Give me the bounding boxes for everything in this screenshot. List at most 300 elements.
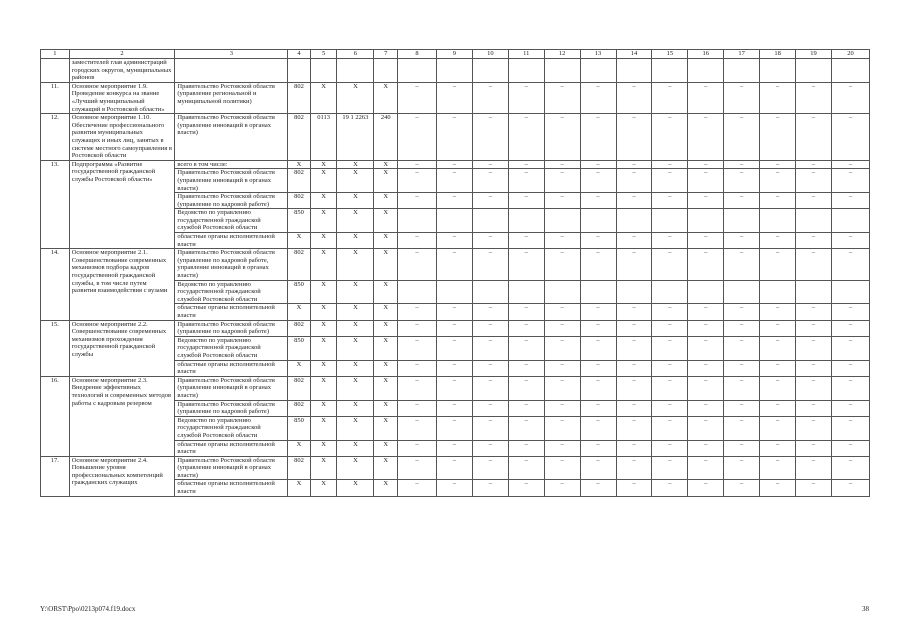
code-csr: X (337, 456, 374, 480)
table-cell (831, 59, 869, 83)
executor-cell: Правительство Ростовской области (управление по кадровой работе, управление инноваций в органах власти) (175, 249, 288, 280)
code-rzpr: X (310, 304, 337, 320)
value-cell: – (436, 400, 472, 416)
code-rzpr: X (310, 480, 337, 496)
value-cell: – (397, 456, 436, 480)
code-csr: X (337, 169, 374, 193)
code-rzpr: X (310, 400, 337, 416)
table-row (41, 376, 870, 400)
header-cell: 5 (310, 50, 337, 59)
value-cell: – (544, 233, 580, 249)
value-cell: – (397, 360, 436, 376)
value-cell: – (472, 456, 508, 480)
value-cell: – (760, 233, 796, 249)
value-cell: – (580, 336, 616, 360)
executor-cell: областные органы исполнительной власти (175, 360, 288, 376)
executor-cell: Правительство Ростовской области (управление инноваций в органах власти) (175, 456, 288, 480)
code-vr: X (374, 360, 398, 376)
code-rzpr: X (310, 280, 337, 304)
value-cell: – (616, 320, 652, 336)
activity-name: Основное мероприятие 1.10. Обеспечение профессионального развития муниципальных служащих и иных лиц, занятых в системе местного самоуправления в Ростовской области (69, 114, 175, 161)
code-grbs: 850 (288, 336, 311, 360)
value-cell: – (724, 416, 760, 440)
value-cell: – (508, 249, 544, 280)
code-csr: X (337, 193, 374, 209)
value-cell: – (724, 480, 760, 496)
code-grbs: 802 (288, 376, 311, 400)
value-cell: – (652, 400, 688, 416)
value-cell: – (688, 114, 724, 161)
value-cell (688, 209, 724, 233)
code-grbs: 802 (288, 249, 311, 280)
value-cell: – (724, 336, 760, 360)
value-cell: – (760, 400, 796, 416)
value-cell: – (472, 114, 508, 161)
continuation-row (41, 59, 870, 83)
value-cell: – (508, 416, 544, 440)
table-cell (310, 59, 337, 83)
table-row (41, 456, 870, 480)
value-cell: – (544, 249, 580, 280)
value-cell: – (580, 376, 616, 400)
value-cell (472, 280, 508, 304)
value-cell: – (580, 400, 616, 416)
executor-cell: Правительство Ростовской области (управление по кадровой работе) (175, 400, 288, 416)
value-cell: – (397, 114, 436, 161)
value-cell (724, 209, 760, 233)
row-number: 11. (41, 82, 70, 113)
value-cell (652, 209, 688, 233)
value-cell: – (616, 169, 652, 193)
value-cell: – (472, 360, 508, 376)
value-cell: – (436, 249, 472, 280)
value-cell: – (436, 376, 472, 400)
value-cell: – (652, 416, 688, 440)
value-cell: – (544, 416, 580, 440)
code-rzpr: X (310, 320, 337, 336)
header-cell: 6 (337, 50, 374, 59)
code-grbs: X (288, 233, 311, 249)
value-cell (436, 209, 472, 233)
value-cell: – (831, 233, 869, 249)
value-cell: – (616, 336, 652, 360)
value-cell: – (580, 360, 616, 376)
value-cell: – (580, 114, 616, 161)
value-cell: – (652, 336, 688, 360)
value-cell: – (508, 376, 544, 400)
value-cell: – (508, 440, 544, 456)
value-cell: – (760, 169, 796, 193)
code-grbs: X (288, 160, 311, 169)
code-grbs: 802 (288, 114, 311, 161)
code-csr: X (337, 360, 374, 376)
header-cell: 13 (580, 50, 616, 59)
value-cell: – (397, 160, 436, 169)
code-vr: X (374, 440, 398, 456)
value-cell: – (616, 480, 652, 496)
code-grbs: X (288, 480, 311, 496)
value-cell (508, 280, 544, 304)
table-row (41, 82, 870, 113)
value-cell: – (724, 440, 760, 456)
value-cell: – (616, 304, 652, 320)
code-grbs: 802 (288, 82, 311, 113)
code-vr: X (374, 209, 398, 233)
value-cell: – (831, 400, 869, 416)
header-cell: 9 (436, 50, 472, 59)
value-cell: – (796, 480, 832, 496)
value-cell: – (831, 376, 869, 400)
value-cell: – (796, 114, 832, 161)
executor-cell: Ведомство по управлению государственной гражданской службой Ростовской области (175, 280, 288, 304)
table-row (41, 114, 870, 161)
executor-cell: Правительство Ростовской области (управление по кадровой работе) (175, 320, 288, 336)
table-cell (397, 59, 436, 83)
header-cell: 17 (724, 50, 760, 59)
value-cell: – (724, 456, 760, 480)
value-cell: – (580, 480, 616, 496)
value-cell (580, 209, 616, 233)
code-vr: X (374, 456, 398, 480)
executor-cell: Правительство Ростовской области (управление инноваций в органах власти) (175, 169, 288, 193)
value-cell: – (544, 440, 580, 456)
value-cell: – (616, 114, 652, 161)
footer-file-path: Y:\ORST\Ppo\0213p074.f19.docx (40, 605, 136, 613)
value-cell: – (544, 336, 580, 360)
value-cell: – (652, 456, 688, 480)
value-cell: – (688, 400, 724, 416)
value-cell: – (724, 320, 760, 336)
value-cell (760, 209, 796, 233)
value-cell (436, 280, 472, 304)
value-cell (472, 209, 508, 233)
value-cell: – (397, 304, 436, 320)
code-vr: X (374, 336, 398, 360)
value-cell: – (544, 400, 580, 416)
value-cell: – (688, 304, 724, 320)
value-cell: – (397, 320, 436, 336)
code-vr: X (374, 82, 398, 113)
code-csr: X (337, 400, 374, 416)
value-cell: – (796, 320, 832, 336)
value-cell: – (436, 320, 472, 336)
activity-name: Подпрограмма «Развитие государственной гражданской службы Ростовской области» (69, 160, 175, 249)
value-cell (831, 280, 869, 304)
code-rzpr: X (310, 416, 337, 440)
value-cell: – (688, 249, 724, 280)
value-cell: – (796, 304, 832, 320)
value-cell: – (831, 82, 869, 113)
value-cell: – (688, 82, 724, 113)
header-cell: 15 (652, 50, 688, 59)
value-cell (397, 280, 436, 304)
value-cell: – (472, 160, 508, 169)
executor-cell: Ведомство по управлению государственной гражданской службой Ростовской области (175, 209, 288, 233)
code-grbs: 850 (288, 280, 311, 304)
value-cell: – (436, 304, 472, 320)
value-cell: – (436, 416, 472, 440)
value-cell: – (436, 336, 472, 360)
executor-cell: областные органы исполнительной власти (175, 440, 288, 456)
code-vr: X (374, 376, 398, 400)
executor-cell: Правительство Ростовской области (управление инноваций в органах власти) (175, 114, 288, 161)
header-cell: 1 (41, 50, 70, 59)
table-cell (796, 59, 832, 83)
value-cell (580, 280, 616, 304)
code-csr: X (337, 233, 374, 249)
value-cell: – (724, 360, 760, 376)
code-rzpr: X (310, 456, 337, 480)
name-cell: заместителей глав администраций городских округов, муниципальных районов (69, 59, 175, 83)
value-cell (724, 280, 760, 304)
value-cell: – (544, 480, 580, 496)
value-cell: – (472, 480, 508, 496)
value-cell: – (688, 416, 724, 440)
row-number: 13. (41, 160, 70, 249)
value-cell: – (796, 249, 832, 280)
table-cell (652, 59, 688, 83)
activity-name: Основное мероприятие 1.9. Проведение конкурса на звание «Лучший муниципальный служащий в Ростовской области» (69, 82, 175, 113)
value-cell: – (397, 169, 436, 193)
value-cell: – (472, 193, 508, 209)
value-cell: – (760, 376, 796, 400)
value-cell: – (831, 169, 869, 193)
value-cell: – (652, 193, 688, 209)
value-cell: – (508, 160, 544, 169)
value-cell: – (397, 82, 436, 113)
value-cell: – (688, 480, 724, 496)
value-cell: – (397, 233, 436, 249)
value-cell: – (508, 360, 544, 376)
value-cell: – (652, 233, 688, 249)
code-rzpr: X (310, 169, 337, 193)
table-cell (688, 59, 724, 83)
code-csr: X (337, 480, 374, 496)
value-cell: – (508, 193, 544, 209)
value-cell: – (472, 304, 508, 320)
value-cell (397, 209, 436, 233)
table-row (41, 160, 870, 169)
code-rzpr: X (310, 336, 337, 360)
value-cell (796, 209, 832, 233)
code-vr: X (374, 233, 398, 249)
value-cell: – (436, 440, 472, 456)
number-cell (41, 59, 70, 83)
value-cell: – (760, 193, 796, 209)
table-cell (724, 59, 760, 83)
value-cell: – (796, 193, 832, 209)
value-cell: – (472, 400, 508, 416)
table-cell (580, 59, 616, 83)
table-body (41, 50, 870, 497)
value-cell: – (831, 160, 869, 169)
value-cell: – (616, 360, 652, 376)
row-number: 12. (41, 114, 70, 161)
executor-cell: Ведомство по управлению государственной гражданской службой Ростовской области (175, 336, 288, 360)
value-cell: – (580, 233, 616, 249)
value-cell (616, 280, 652, 304)
value-cell: – (472, 82, 508, 113)
value-cell (616, 209, 652, 233)
code-rzpr: X (310, 440, 337, 456)
header-cell: 19 (796, 50, 832, 59)
executor-cell: Правительство Ростовской области (управление региональной и муниципальной политики) (175, 82, 288, 113)
value-cell: – (724, 400, 760, 416)
value-cell: – (436, 114, 472, 161)
value-cell: – (397, 193, 436, 209)
row-number: 15. (41, 320, 70, 376)
value-cell: – (652, 169, 688, 193)
value-cell: – (831, 114, 869, 161)
value-cell: – (616, 376, 652, 400)
code-grbs: X (288, 304, 311, 320)
value-cell: – (688, 320, 724, 336)
value-cell: – (580, 160, 616, 169)
executor-cell: областные органы исполнительной власти (175, 480, 288, 496)
value-cell: – (472, 336, 508, 360)
activity-name: Основное мероприятие 2.2. Совершенствование современных механизмов прохождения государственной гражданской службы (69, 320, 175, 376)
table-cell (544, 59, 580, 83)
value-cell: – (760, 416, 796, 440)
table-cell (508, 59, 544, 83)
value-cell: – (580, 304, 616, 320)
value-cell (508, 209, 544, 233)
value-cell: – (796, 160, 832, 169)
value-cell: – (472, 376, 508, 400)
value-cell: – (544, 304, 580, 320)
value-cell: – (831, 416, 869, 440)
code-rzpr: X (310, 160, 337, 169)
value-cell: – (724, 169, 760, 193)
value-cell (796, 280, 832, 304)
value-cell: – (397, 416, 436, 440)
value-cell: – (544, 160, 580, 169)
code-grbs: 802 (288, 193, 311, 209)
value-cell: – (760, 82, 796, 113)
value-cell: – (831, 320, 869, 336)
value-cell: – (544, 320, 580, 336)
row-number: 16. (41, 376, 70, 456)
value-cell: – (688, 193, 724, 209)
value-cell: – (796, 400, 832, 416)
value-cell: – (508, 400, 544, 416)
executor-cell: областные органы исполнительной власти (175, 304, 288, 320)
code-csr: X (337, 280, 374, 304)
value-cell: – (436, 169, 472, 193)
code-rzpr: X (310, 360, 337, 376)
value-cell: – (796, 416, 832, 440)
value-cell: – (652, 249, 688, 280)
code-grbs: 850 (288, 209, 311, 233)
value-cell: – (652, 360, 688, 376)
code-csr: X (337, 249, 374, 280)
value-cell: – (397, 480, 436, 496)
value-cell (544, 280, 580, 304)
value-cell: – (397, 336, 436, 360)
value-cell: – (580, 249, 616, 280)
value-cell: – (580, 416, 616, 440)
value-cell: – (652, 320, 688, 336)
value-cell: – (760, 304, 796, 320)
value-cell: – (796, 360, 832, 376)
value-cell: – (397, 376, 436, 400)
value-cell: – (831, 440, 869, 456)
value-cell: – (508, 480, 544, 496)
value-cell (688, 280, 724, 304)
value-cell: – (831, 480, 869, 496)
value-cell: – (796, 456, 832, 480)
table-row (41, 320, 870, 336)
value-cell: – (796, 169, 832, 193)
value-cell: – (397, 249, 436, 280)
value-cell: – (724, 376, 760, 400)
code-csr: 19 1 2263 (337, 114, 374, 161)
code-csr: X (337, 416, 374, 440)
value-cell: – (544, 193, 580, 209)
value-cell: – (508, 169, 544, 193)
value-cell: – (760, 480, 796, 496)
value-cell: – (688, 233, 724, 249)
value-cell: – (831, 360, 869, 376)
value-cell: – (724, 114, 760, 161)
value-cell: – (544, 376, 580, 400)
code-grbs: X (288, 440, 311, 456)
value-cell: – (688, 376, 724, 400)
value-cell: – (580, 193, 616, 209)
value-cell: – (436, 456, 472, 480)
value-cell: – (831, 456, 869, 480)
activity-name: Основное мероприятие 2.4. Повышение уровня профессиональных компетенций гражданских служащих (69, 456, 175, 496)
page-number: 38 (862, 605, 869, 613)
code-vr: X (374, 304, 398, 320)
value-cell: – (760, 336, 796, 360)
value-cell: – (688, 360, 724, 376)
code-rzpr: X (310, 82, 337, 113)
value-cell: – (544, 360, 580, 376)
table-cell (374, 59, 398, 83)
value-cell: – (688, 169, 724, 193)
code-csr: X (337, 209, 374, 233)
value-cell: – (724, 82, 760, 113)
value-cell: – (616, 82, 652, 113)
header-cell: 20 (831, 50, 869, 59)
value-cell: – (472, 169, 508, 193)
value-cell: – (831, 336, 869, 360)
value-cell: – (688, 160, 724, 169)
value-cell: – (544, 169, 580, 193)
code-grbs: 802 (288, 169, 311, 193)
table-cell (175, 59, 288, 83)
value-cell: – (760, 160, 796, 169)
code-grbs: 802 (288, 400, 311, 416)
code-vr: X (374, 160, 398, 169)
value-cell: – (436, 193, 472, 209)
code-rzpr: X (310, 376, 337, 400)
code-vr: X (374, 416, 398, 440)
value-cell: – (616, 416, 652, 440)
code-csr: X (337, 82, 374, 113)
code-rzpr: X (310, 249, 337, 280)
code-vr: 240 (374, 114, 398, 161)
executor-cell: Ведомство по управлению государственной гражданской службой Ростовской области (175, 416, 288, 440)
code-csr: X (337, 336, 374, 360)
code-csr: X (337, 320, 374, 336)
value-cell: – (688, 336, 724, 360)
activity-name: Основное мероприятие 2.3. Внедрение эффективных технологий и современных методов работы с кадровым резервом (69, 376, 175, 456)
value-cell: – (831, 249, 869, 280)
header-cell: 3 (175, 50, 288, 59)
value-cell: – (580, 82, 616, 113)
